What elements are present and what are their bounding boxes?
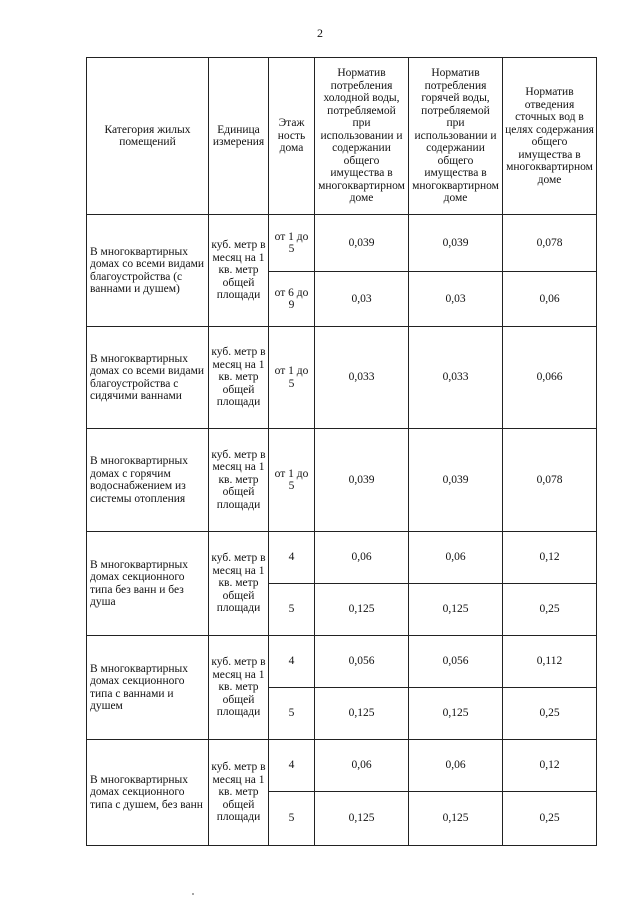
cold-water-cell: 0,125 bbox=[315, 584, 409, 636]
cold-water-cell: 0,039 bbox=[315, 215, 409, 272]
floors-cell: 5 bbox=[269, 584, 315, 636]
unit-cell: куб. метр в месяц на 1 кв. метр общей площади bbox=[209, 532, 269, 636]
floors-cell: 5 bbox=[269, 792, 315, 846]
table-row bbox=[87, 636, 597, 688]
category-cell: В многоквартирных домах секционного типа с душем, без ванн bbox=[87, 740, 209, 846]
unit-cell: куб. метр в месяц на 1 кв. метр общей площади bbox=[209, 215, 269, 327]
category-cell: В многоквартирных домах секционного типа с ваннами и душем bbox=[87, 636, 209, 740]
sewage-cell: 0,078 bbox=[503, 215, 597, 272]
floors-cell: от 1 до 5 bbox=[269, 429, 315, 532]
cold-water-cell: 0,033 bbox=[315, 327, 409, 429]
sewage-cell: 0,066 bbox=[503, 327, 597, 429]
cold-water-cell: 0,125 bbox=[315, 792, 409, 846]
cold-water-cell: 0,03 bbox=[315, 272, 409, 327]
category-cell: В многоквартирных домах с горячим водоснабжением из системы отопления bbox=[87, 429, 209, 532]
table-header-row bbox=[87, 58, 597, 215]
hot-water-cell: 0,125 bbox=[409, 584, 503, 636]
hot-water-cell: 0,125 bbox=[409, 792, 503, 846]
hot-water-cell: 0,06 bbox=[409, 740, 503, 792]
header-hot-water: Норматив потребления горячей воды, потребляемой при использовании и содержании общего имущества в многоквартирном доме bbox=[409, 58, 503, 215]
table-row bbox=[87, 215, 597, 272]
category-cell: В многоквартирных домах со всеми видами благоустройства с сидячими ваннами bbox=[87, 327, 209, 429]
sewage-cell: 0,078 bbox=[503, 429, 597, 532]
floors-cell: 4 bbox=[269, 740, 315, 792]
sewage-cell: 0,25 bbox=[503, 584, 597, 636]
norms-table bbox=[86, 57, 597, 846]
sewage-cell: 0,06 bbox=[503, 272, 597, 327]
cold-water-cell: 0,056 bbox=[315, 636, 409, 688]
floors-cell: от 1 до 5 bbox=[269, 215, 315, 272]
header-sewage: Норматив отведения сточных вод в целях содержания общего имущества в многоквартирном доме bbox=[503, 58, 597, 215]
header-cold-water: Норматив потребления холодной воды, потребляемой при использовании и содержании общего имущества в многоквартирном доме bbox=[315, 58, 409, 215]
sewage-cell: 0,25 bbox=[503, 688, 597, 740]
sewage-cell: 0,112 bbox=[503, 636, 597, 688]
hot-water-cell: 0,033 bbox=[409, 327, 503, 429]
floors-cell: от 1 до 5 bbox=[269, 327, 315, 429]
unit-cell: куб. метр в месяц на 1 кв. метр общей площади bbox=[209, 636, 269, 740]
sewage-cell: 0,25 bbox=[503, 792, 597, 846]
unit-cell: куб. метр в месяц на 1 кв. метр общей площади bbox=[209, 740, 269, 846]
header-unit: Единица измерения bbox=[209, 58, 269, 215]
table-row bbox=[87, 532, 597, 584]
hot-water-cell: 0,03 bbox=[409, 272, 503, 327]
cold-water-cell: 0,039 bbox=[315, 429, 409, 532]
floors-cell: от 6 до 9 bbox=[269, 272, 315, 327]
floors-cell: 5 bbox=[269, 688, 315, 740]
scan-speck bbox=[192, 893, 194, 895]
unit-cell: куб. метр в месяц на 1 кв. метр общей площади bbox=[209, 327, 269, 429]
cold-water-cell: 0,06 bbox=[315, 532, 409, 584]
floors-cell: 4 bbox=[269, 636, 315, 688]
hot-water-cell: 0,039 bbox=[409, 429, 503, 532]
hot-water-cell: 0,125 bbox=[409, 688, 503, 740]
hot-water-cell: 0,056 bbox=[409, 636, 503, 688]
floors-cell: 4 bbox=[269, 532, 315, 584]
hot-water-cell: 0,039 bbox=[409, 215, 503, 272]
table-row bbox=[87, 429, 597, 532]
sewage-cell: 0,12 bbox=[503, 532, 597, 584]
cold-water-cell: 0,06 bbox=[315, 740, 409, 792]
category-cell: В многоквартирных домах со всеми видами благоустройства (с ваннами и душем) bbox=[87, 215, 209, 327]
header-category: Категория жилых помещений bbox=[87, 58, 209, 215]
unit-cell: куб. метр в месяц на 1 кв. метр общей площади bbox=[209, 429, 269, 532]
page-number: 2 bbox=[317, 26, 323, 40]
table-row bbox=[87, 740, 597, 792]
table-row bbox=[87, 327, 597, 429]
sewage-cell: 0,12 bbox=[503, 740, 597, 792]
hot-water-cell: 0,06 bbox=[409, 532, 503, 584]
cold-water-cell: 0,125 bbox=[315, 688, 409, 740]
header-floors: Этаж ность дома bbox=[269, 58, 315, 215]
category-cell: В многоквартирных домах секционного типа без ванн и без душа bbox=[87, 532, 209, 636]
